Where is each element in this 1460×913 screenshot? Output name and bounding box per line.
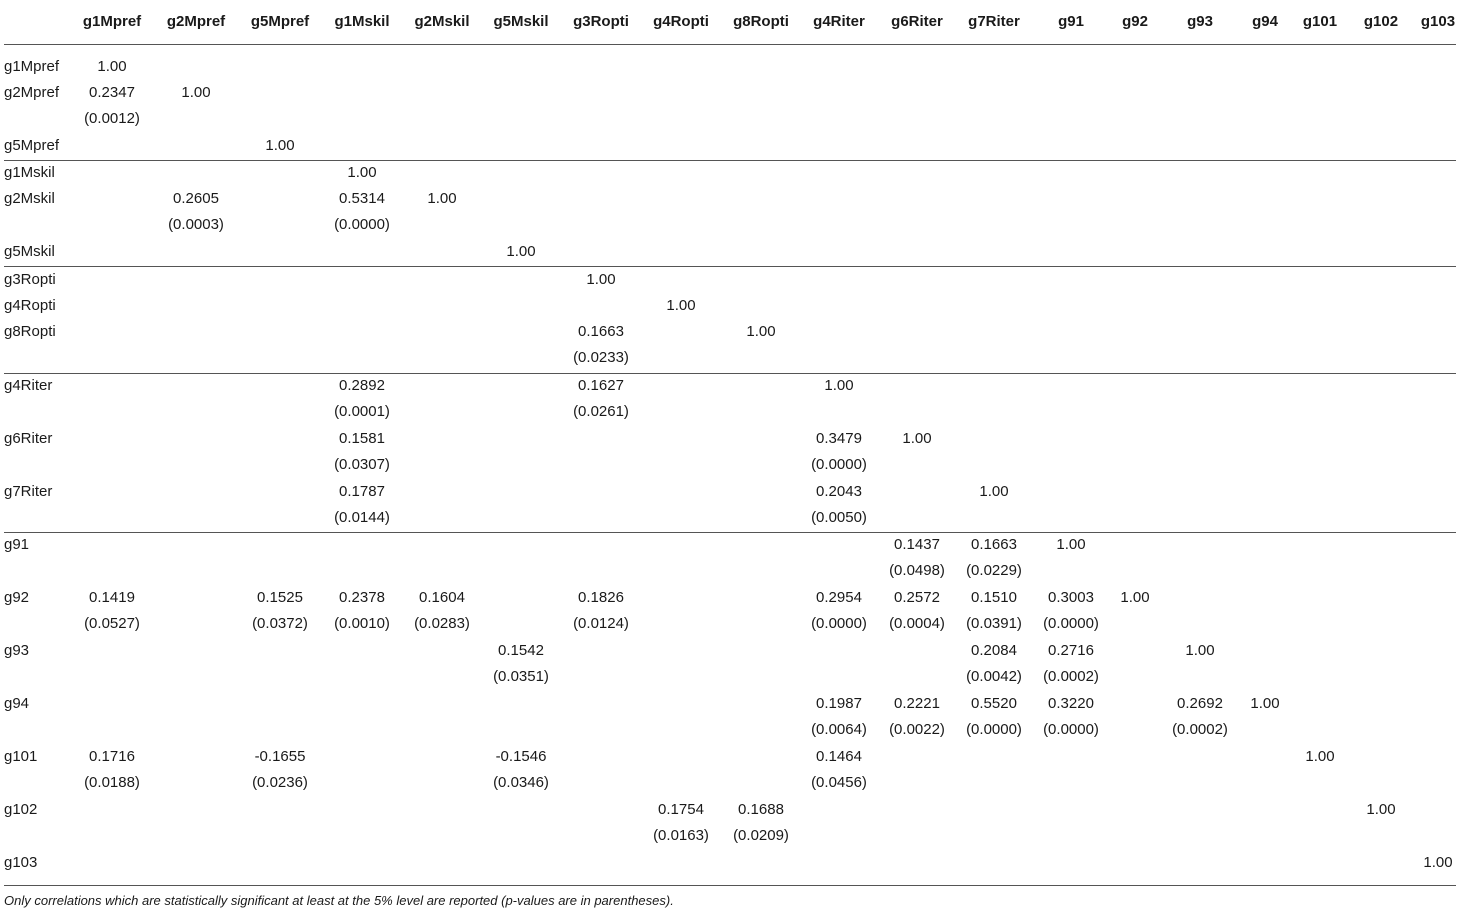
correlation-value: 0.2572: [894, 589, 940, 606]
correlation-value: 0.2378: [339, 589, 385, 606]
column-header: g93: [1187, 13, 1213, 30]
table-rule: [4, 266, 1456, 267]
correlation-value: 0.3479: [816, 430, 862, 447]
p-value: (0.0456): [811, 774, 867, 791]
correlation-value: 1.00: [1185, 642, 1215, 659]
row-label: g7Riter: [4, 483, 53, 500]
p-value: (0.0144): [334, 509, 390, 526]
table-rule: [4, 373, 1456, 374]
correlation-value: 1.00: [746, 323, 776, 340]
p-value: (0.0261): [573, 403, 629, 420]
correlation-value: 0.2716: [1048, 642, 1094, 659]
p-value: (0.0209): [733, 827, 789, 844]
table-rule: [4, 160, 1456, 161]
correlation-value: 0.3003: [1048, 589, 1094, 606]
column-header: g2Mpref: [166, 13, 226, 30]
column-header: g7Riter: [968, 13, 1020, 30]
p-value: (0.0229): [966, 562, 1022, 579]
correlation-value: 0.1754: [658, 801, 704, 818]
p-value: (0.0050): [811, 509, 867, 526]
correlation-value: 1.00: [347, 164, 377, 181]
correlation-value: 0.1437: [894, 536, 940, 553]
correlation-value: 0.1826: [578, 589, 624, 606]
row-label: g94: [4, 695, 30, 712]
column-header: g5Mpref: [250, 13, 310, 30]
row-label: g93: [4, 642, 30, 659]
column-header: g4Ropti: [653, 13, 709, 30]
p-value: (0.0527): [84, 615, 140, 632]
p-value: (0.0188): [84, 774, 140, 791]
row-label: g4Riter: [4, 377, 53, 394]
p-value: (0.0000): [811, 456, 867, 473]
row-label: g1Mskil: [4, 164, 55, 181]
p-value: (0.0351): [493, 668, 549, 685]
row-label: g1Mpref: [4, 58, 60, 75]
correlation-value: 0.1581: [339, 430, 385, 447]
p-value: (0.0000): [1043, 721, 1099, 738]
correlation-value: 0.2605: [173, 190, 219, 207]
correlation-value: 1.00: [666, 297, 696, 314]
p-value: (0.0372): [252, 615, 308, 632]
p-value: (0.0042): [966, 668, 1022, 685]
correlation-value: 1.00: [506, 243, 536, 260]
table-rule: [4, 44, 1456, 45]
correlation-value: 1.00: [1366, 801, 1396, 818]
p-value: (0.0000): [811, 615, 867, 632]
column-header: g94: [1252, 13, 1278, 30]
column-header: g102: [1363, 13, 1399, 30]
correlation-value: 0.2892: [339, 377, 385, 394]
p-value: (0.0000): [966, 721, 1022, 738]
p-value: (0.0064): [811, 721, 867, 738]
row-label: g5Mpref: [4, 137, 60, 154]
column-header: g3Ropti: [573, 13, 629, 30]
correlation-value: 1.00: [902, 430, 932, 447]
correlation-value: 0.2347: [89, 84, 135, 101]
row-label: g101: [4, 748, 38, 765]
correlation-value: 1.00: [1423, 854, 1453, 871]
p-value: (0.0283): [414, 615, 470, 632]
correlation-value: 1.00: [1305, 748, 1335, 765]
correlation-value: 0.1510: [971, 589, 1017, 606]
row-label: g8Ropti: [4, 323, 56, 340]
p-value: (0.0233): [573, 349, 629, 366]
correlation-value: 0.1525: [257, 589, 303, 606]
table-footnote: Only correlations which are statistically significant at least at the 5% level are reported (p-values are in parentheses).: [4, 893, 674, 908]
p-value: (0.0346): [493, 774, 549, 791]
correlation-value: 0.1419: [89, 589, 135, 606]
correlation-value: 1.00: [979, 483, 1009, 500]
p-value: (0.0010): [334, 615, 390, 632]
p-value: (0.0307): [334, 456, 390, 473]
correlation-value: -0.1655: [254, 748, 306, 765]
row-label: g2Mskil: [4, 190, 55, 207]
correlation-value: 0.1663: [971, 536, 1017, 553]
correlation-value: 0.1688: [738, 801, 784, 818]
p-value: (0.0001): [334, 403, 390, 420]
column-header: g1Mskil: [334, 13, 390, 30]
correlation-value: 0.1627: [578, 377, 624, 394]
correlation-value: 0.1987: [816, 695, 862, 712]
p-value: (0.0498): [889, 562, 945, 579]
row-label: g2Mpref: [4, 84, 60, 101]
correlation-value: 1.00: [1056, 536, 1086, 553]
column-header: g92: [1122, 13, 1148, 30]
correlation-value: 0.5314: [339, 190, 385, 207]
column-header: g4Riter: [813, 13, 865, 30]
p-value: (0.0124): [573, 615, 629, 632]
p-value: (0.0022): [889, 721, 945, 738]
p-value: (0.0000): [334, 216, 390, 233]
column-header: g1Mpref: [82, 13, 142, 30]
p-value: (0.0000): [1043, 615, 1099, 632]
correlation-value: 0.1787: [339, 483, 385, 500]
p-value: (0.0012): [84, 110, 140, 127]
row-label: g103: [4, 854, 38, 871]
p-value: (0.0002): [1172, 721, 1228, 738]
row-label: g92: [4, 589, 30, 606]
row-label: g91: [4, 536, 30, 553]
row-label: g4Ropti: [4, 297, 56, 314]
row-label: g3Ropti: [4, 271, 56, 288]
column-header: g5Mskil: [493, 13, 549, 30]
p-value: (0.0163): [653, 827, 709, 844]
row-label: g6Riter: [4, 430, 53, 447]
column-header: g2Mskil: [414, 13, 470, 30]
column-header: g6Riter: [891, 13, 943, 30]
p-value: (0.0236): [252, 774, 308, 791]
correlation-value: 0.2954: [816, 589, 862, 606]
correlation-value: 0.2692: [1177, 695, 1223, 712]
correlation-value: 0.3220: [1048, 695, 1094, 712]
correlation-value: 1.00: [1250, 695, 1280, 712]
column-header: g8Ropti: [733, 13, 789, 30]
row-label: g5Mskil: [4, 243, 55, 260]
p-value: (0.0391): [966, 615, 1022, 632]
correlation-value: 1.00: [1120, 589, 1150, 606]
correlation-value: 0.5520: [971, 695, 1017, 712]
correlation-value: 1.00: [97, 58, 127, 75]
correlation-value: 1.00: [427, 190, 457, 207]
correlation-value: 0.1716: [89, 748, 135, 765]
p-value: (0.0004): [889, 615, 945, 632]
column-header: g103: [1420, 13, 1456, 30]
correlation-value: 0.2221: [894, 695, 940, 712]
correlation-value: 0.2043: [816, 483, 862, 500]
correlation-value: 1.00: [824, 377, 854, 394]
column-header: g101: [1302, 13, 1338, 30]
correlation-value: 1.00: [181, 84, 211, 101]
p-value: (0.0002): [1043, 668, 1099, 685]
table-rule: [4, 532, 1456, 533]
correlation-value: 0.2084: [971, 642, 1017, 659]
p-value: (0.0003): [168, 216, 224, 233]
correlation-value: 0.1663: [578, 323, 624, 340]
correlation-value: 1.00: [586, 271, 616, 288]
correlation-value: 0.1464: [816, 748, 862, 765]
correlation-value: 0.1604: [419, 589, 465, 606]
row-label: g102: [4, 801, 38, 818]
table-rule: [4, 885, 1456, 886]
correlation-value: -0.1546: [495, 748, 547, 765]
column-header: g91: [1058, 13, 1084, 30]
correlation-value: 1.00: [265, 137, 295, 154]
correlation-value: 0.1542: [498, 642, 544, 659]
